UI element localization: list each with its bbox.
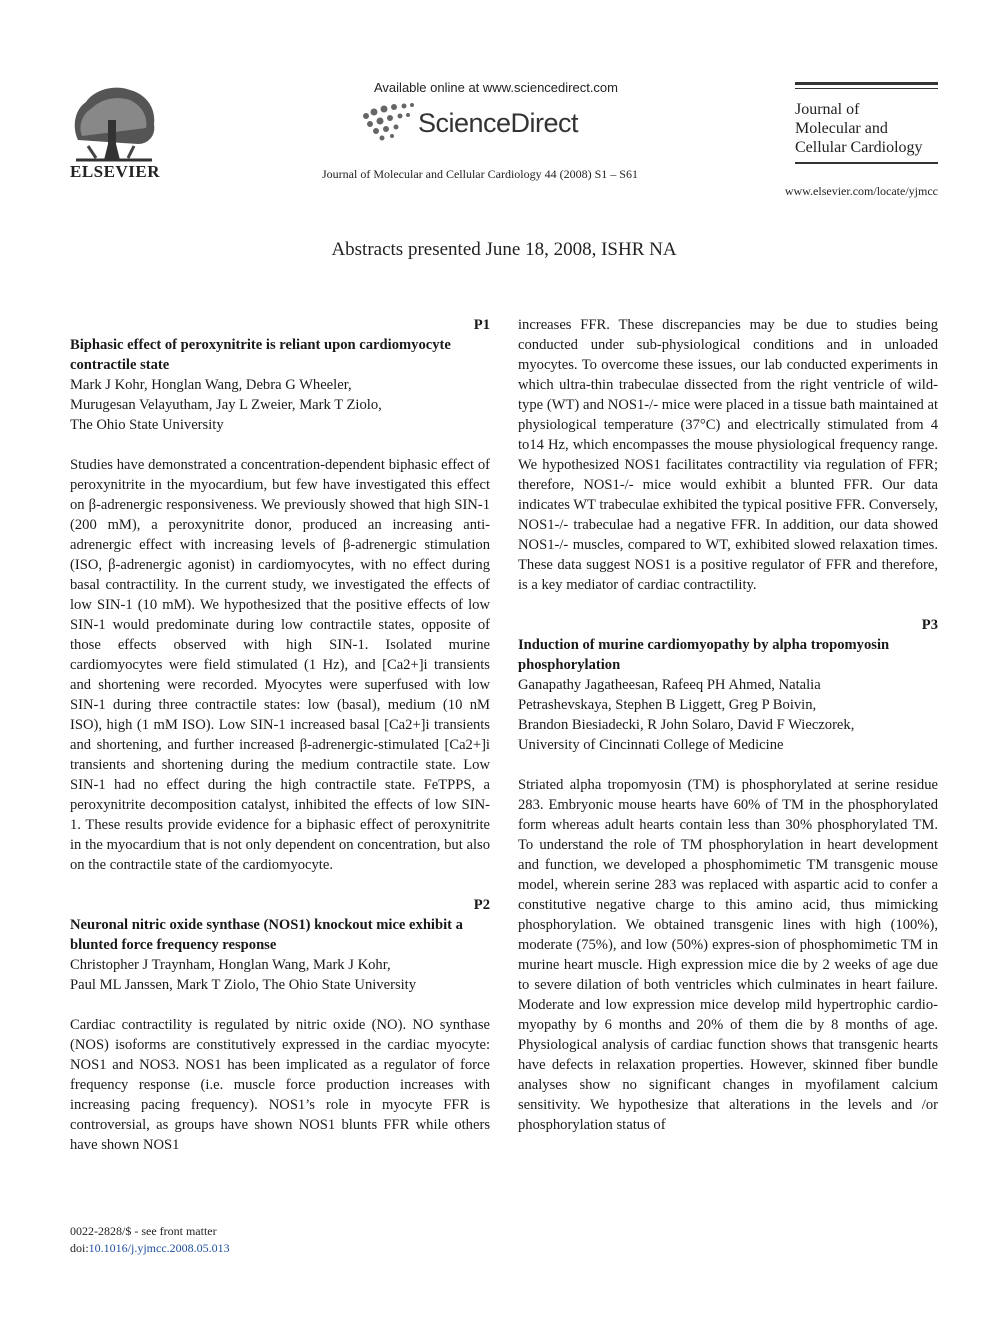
abstract-body: Striated alpha tropomyosin (TM) is phosphorylated at serine residue 283. Embryonic mouse hearts have 60% of TM in the phosphorylated form whereas adult hearts contain less than 30% phosphorylated TM. To understand the role of TM phosphorylation in heart development and function, we developed a phosphomimetic TM transgenic mouse model, wherein serine 283 was replaced with aspartic acid to confer a constitutive negative charge to this amino acid, thus mimicking phosphorylation. We obtained transgenic lines with high (100%), moderate (75%), and low (50%) expres-sion of phosphomimetic TM in murine heart muscle. High expression mice die by 2 weeks of age due to severe dilation of both ventricles which culminates in heart failure. Moderate and low expression mice develop mild hypertrophic cardio-myopathy by 6 months and 20% of them die by 8 months of age. Physiological analysis of cardiac function shows that transgenic hearts have defects in relaxation properties. However, skinned fiber bundle analyses show no significant changes in myofilament calcium sensitivity. We hypothesize that alterations in the levels and /or phosphorylation status of: [518, 777, 938, 1133]
right-column: [518, 315, 938, 1135]
author-line: Brandon Biesiadecki, R John Solaro, David F Wieczorek,: [518, 717, 855, 733]
abstract-title: Induction of murine cardiomyopathy by alpha tropomyosin phosphorylation: [518, 637, 890, 673]
abstract-id: P2: [473, 897, 490, 913]
journal-name-line: Cellular Cardiology: [795, 139, 923, 156]
available-online-text: Available online at www.sciencedirect.com: [374, 80, 618, 95]
journal-rule-top: [795, 82, 938, 85]
publisher-name: ELSEVIER: [70, 162, 160, 181]
journal-name-line: Journal of: [795, 101, 860, 118]
abstract-title: Neuronal nitric oxide synthase (NOS1) knockout mice exhibit a blunted force frequency response: [70, 917, 463, 953]
journal-citation: Journal of Molecular and Cellular Cardiology 44 (2008) S1 – S61: [322, 167, 638, 181]
abstract-id: P3: [921, 617, 938, 633]
journal-name-line: Molecular and: [795, 120, 888, 137]
footer-issn: 0022-2828/$ - see front matter: [70, 1224, 217, 1238]
abstract-id: P1: [473, 317, 490, 333]
abstract-p3: [518, 615, 938, 1135]
author-line: Petrashevskaya, Stephen B Liggett, Greg P Boivin,: [518, 697, 817, 713]
journal-name: [795, 100, 945, 157]
left-column: [70, 315, 490, 1155]
footer-doi: [70, 1241, 230, 1256]
abstract-affiliation: University of Cincinnati College of Medicine: [518, 737, 784, 753]
author-line: Christopher J Traynham, Honglan Wang, Mark J Kohr,: [70, 957, 391, 973]
abstract-p1: [70, 315, 490, 875]
journal-rule-bottom: [795, 162, 938, 164]
journal-url[interactable]: www.elsevier.com/locate/yjmcc: [784, 184, 938, 198]
doi-link[interactable]: 10.1016/j.yjmcc.2008.05.013: [88, 1241, 230, 1255]
journal-rule-top-thin: [795, 88, 938, 89]
page-title: Abstracts presented June 18, 2008, ISHR NA: [331, 239, 677, 260]
abstract-authors: [70, 375, 490, 415]
abstract-authors: [70, 955, 490, 995]
author-line: Murugesan Velayutham, Jay L Zweier, Mark T Ziolo,: [70, 397, 382, 413]
abstract-authors: [518, 675, 938, 735]
abstract-body-continued: increases FFR. These discrepancies may be due to studies being conducted under sub-physiological conditions and in unloaded myocytes. To overcome these issues, our lab conducted experiments in which ultra-thin trabeculae dissected from the right ventricle of wild-type (WT) and NOS1-/- mice were placed in a tissue bath maintained at physiological temperature (37°C) and electrically stimulated from 4 to14 Hz, which encompasses the mouse physiological frequency range. We hypothesized NOS1 facilitates contractility via regulation of FFR; therefore, NOS1-/- mice would exhibit a blunted FFR. Our data indicates WT trabeculae exhibited the typical positive FFR. Conversely, NOS1-/- trabeculae had a negative FFR. In addition, our data showed NOS1-/- muscles, compared to WT, exhibited slowed relaxation times. These data suggest NOS1 is a positive regulator of FFR and therefore, is a key mediator of cardiac contractility.: [518, 317, 939, 593]
abstract-affiliation: The Ohio State University: [70, 417, 224, 433]
author-line: Mark J Kohr, Honglan Wang, Debra G Wheeler,: [70, 377, 352, 393]
spacer: [70, 875, 490, 895]
author-line: Paul ML Janssen, Mark T Ziolo, The Ohio State University: [70, 977, 417, 993]
abstract-body: Cardiac contractility is regulated by nitric oxide (NO). NO synthase (NOS) isoforms are constitutively expressed in the cardiac myocyte: NOS1 and NOS3. NOS1 has been implicated as a regulator of force frequency response (i.e. muscle force production increases with increasing pacing frequency). NOS1’s role in myocyte FFR is controversial, as groups have shown NOS1 blunts FFR while others have shown NOS1: [70, 1017, 490, 1153]
spacer: [518, 595, 938, 615]
sciencedirect-wordmark: ScienceDirect: [418, 108, 579, 138]
abstract-p2: [70, 895, 490, 1155]
abstract-title: Biphasic effect of peroxynitrite is reliant upon cardiomyocyte contractile state: [70, 337, 451, 373]
doi-prefix: doi:: [70, 1241, 89, 1255]
abstract-body: Studies have demonstrated a concentration-dependent biphasic effect of peroxynitrite in the myocardium, but few have investigated this effect on β-adrenergic responsiveness. We previously showed that high SIN-1 (200 mM), a peroxynitrite donor, produced an increasing anti-adrenergic effect with increasing levels of β-adrenergic stimulation (ISO, β-adrenergic agonist) in cardiomyocytes, with no effect during basal contractility. In the current study, we investigated the effects of low SIN-1 (10 mM). We hypothesized that the positive effects of low SIN-1 would predominate during low contractile states, opposite of those effects observed with high SIN-1. Isolated murine cardiomyocytes were field stimulated (1 Hz), and [Ca2+]i transients and shortening were recorded. Myocytes were superfused with low SIN-1 during three contractile states: low (basal), medium (10 nM ISO), high (1 mM ISO). Low SIN-1 increased basal [Ca2+]i transients and shortening, and further increased β-adrenergic-stimulated [Ca2+]i transients and shortening during the medium contractile state. Low SIN-1 had no effect during the high contractile state. FeTPPS, a peroxynitrite decomposition catalyst, inhibited the effects of low SIN-1. These results provide evidence for a biphasic effect of peroxynitrite in the myocardium that is not only dependent on concentration, but also on the contractile state of the cardiomyocyte.: [70, 457, 490, 873]
author-line: Ganapathy Jagatheesan, Rafeeq PH Ahmed, Natalia: [518, 677, 821, 693]
